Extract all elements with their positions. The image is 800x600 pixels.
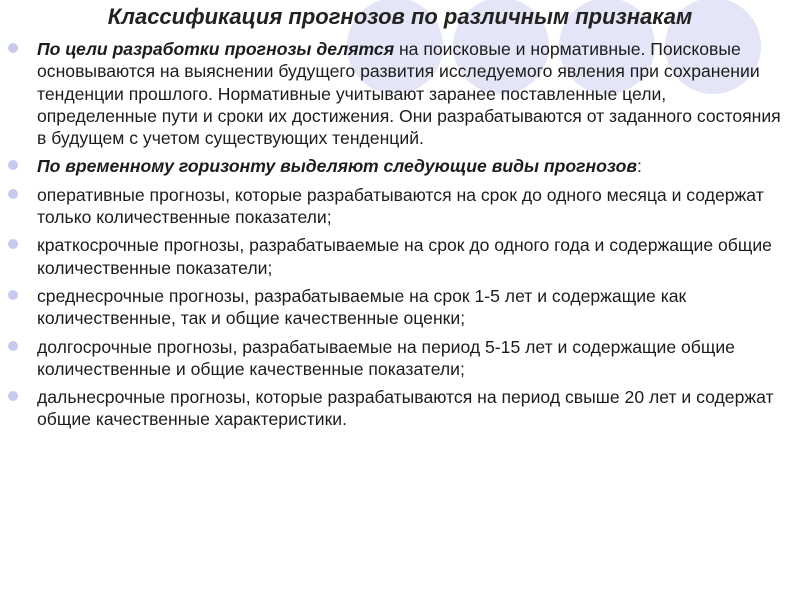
bullet-text: на поисковые и нормативные. Поисковые основываются на выяснении будущего развития исследуемого явления при сохранении тенденции прошлого. Нормативные учитывают заранее поставленные цели, определенные пути и сроки их достижения. Они разрабатываются от заданного состояния в будущем с учетом существующих тенденций.: [37, 39, 781, 149]
bullet-item: [8, 285, 788, 330]
bullet-dot: [8, 189, 18, 199]
bullet-dot: [8, 341, 18, 351]
bullet-text: краткосрочные прогнозы, разрабатываемые на срок до одного года и содержащие общие количественные показатели;: [37, 235, 772, 278]
bullet-item: [8, 386, 788, 431]
bullet-dot: [8, 43, 18, 53]
bullet-item: [8, 155, 788, 177]
bullet-lead: По цели разработки прогнозы делятся: [37, 39, 395, 59]
bullet-list: [8, 38, 788, 437]
bullet-dot: [8, 239, 18, 249]
slide-title: Классификация прогнозов по различным признакам: [107, 4, 693, 29]
bullet-text: долгосрочные прогнозы, разрабатываемые на период 5-15 лет и содержащие общие количественные и общие качественные показатели;: [37, 336, 735, 379]
bullet-dot: [8, 290, 18, 300]
bullet-text: дальнесрочные прогнозы, которые разрабатываются на период свыше 20 лет и содержат общие качественные характеристики.: [37, 387, 774, 430]
bullet-item: [8, 184, 788, 229]
bullet-dot: [8, 160, 18, 170]
bullet-item: [8, 234, 788, 279]
bullet-lead: По временному горизонту выделяют следующие виды прогнозов: [37, 156, 637, 177]
bullet-text: :: [637, 156, 642, 177]
bullet-item: [8, 336, 788, 381]
bullet-text: оперативные прогнозы, которые разрабатываются на срок до одного месяца и содержат только количественные показатели;: [37, 184, 764, 228]
bullet-text: среднесрочные прогнозы, разрабатываемые на срок 1-5 лет и содержащие как количественные, так и общие качественные оценки;: [37, 285, 687, 329]
bullet-item: [8, 38, 788, 149]
bullet-dot: [8, 391, 18, 401]
